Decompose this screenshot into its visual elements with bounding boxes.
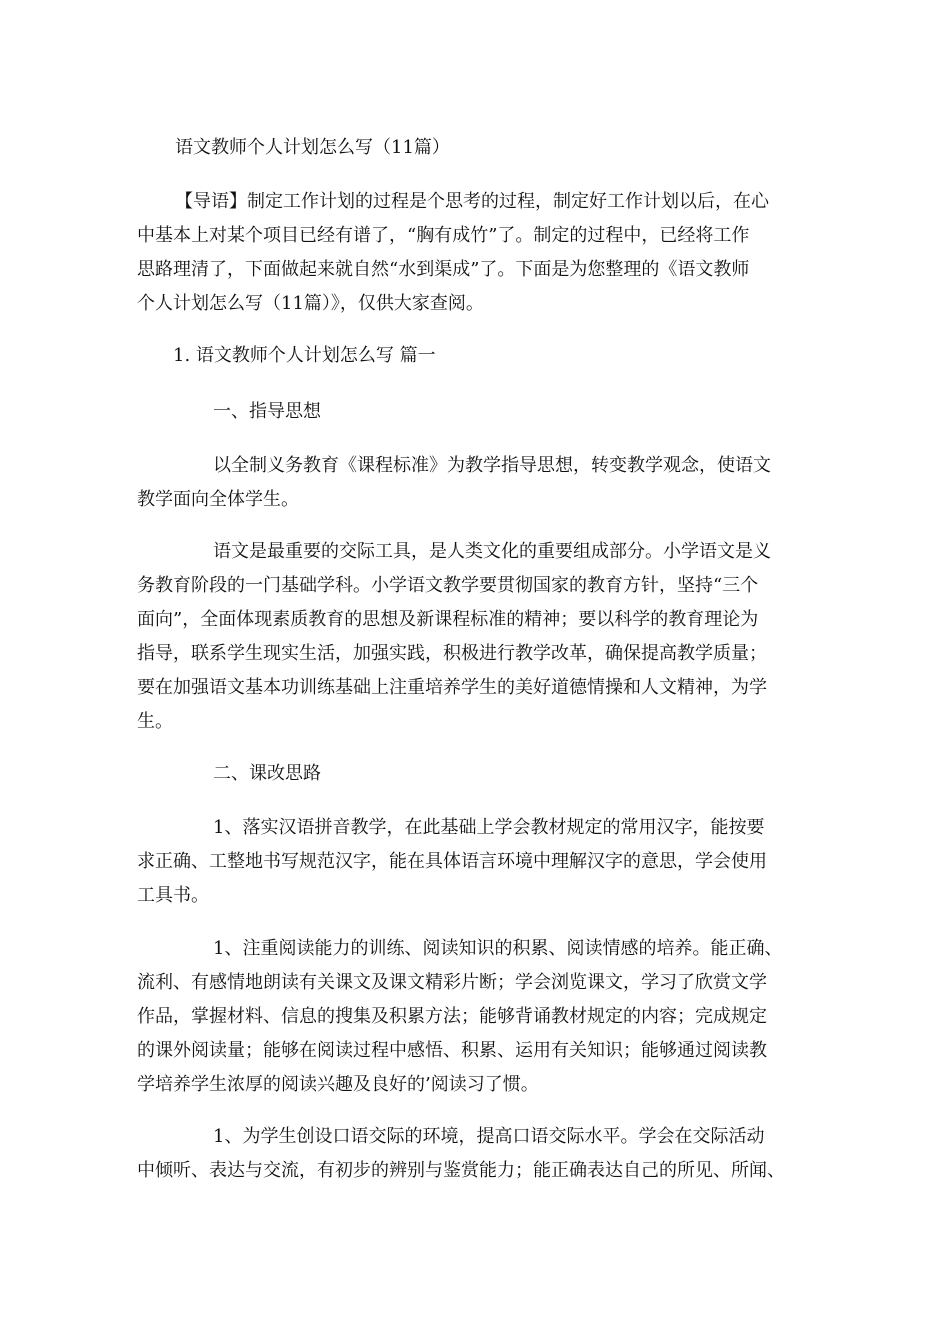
paragraph bbox=[137, 811, 827, 913]
text-line: 面向”，全面体现素质教育的思想及新课程标准的精神；要以科学的教育理论为 bbox=[137, 609, 759, 630]
section-heading-text: 二、课改思路 bbox=[213, 763, 321, 784]
paragraph bbox=[137, 932, 827, 1102]
text-line: 【导语】制定工作计划的过程是个思考的过程，制定好工作计划以后，在心 bbox=[175, 191, 769, 212]
text-line: 学培养学生浓厚的阅读兴趣及良好的’阅读习了惯。 bbox=[137, 1074, 539, 1095]
text-line: 中倾听、表达与交流，有初步的辨别与鉴赏能力；能正确表达自己的所见、所闻、 bbox=[137, 1160, 785, 1181]
text-line: 1、落实汉语拼音教学，在此基础上学会教材规定的常用汉字，能按要 bbox=[213, 817, 765, 838]
text-line: 作品，掌握材料、信息的搜集及积累方法；能够背诵教材规定的内容；完成规定 bbox=[137, 1006, 767, 1027]
text-line: 流利、有感情地朗读有关课文及课文精彩片断；学会浏览课文，学习了欣赏文学 bbox=[137, 972, 767, 993]
text-line: 要在加强语文基本功训练基础上注重培养学生的美好道德情操和人文精神，为学 bbox=[137, 677, 767, 698]
paragraph bbox=[137, 535, 827, 739]
paragraph bbox=[137, 449, 827, 517]
text-line: 求正确、工整地书写规范汉字，能在具体语言环境中理解汉字的意思，学会使用 bbox=[137, 851, 767, 872]
document-title bbox=[175, 131, 865, 165]
section-heading bbox=[213, 757, 903, 791]
text-line: 语文是最重要的交际工具，是人类文化的重要组成部分。小学语文是义 bbox=[213, 541, 771, 562]
chapter-heading bbox=[173, 339, 863, 373]
intro-paragraph bbox=[137, 185, 827, 321]
text-line: 个人计划怎么写（11篇）》，仅供大家查阅。 bbox=[137, 293, 484, 314]
text-line: 以全制义务教育《课程标准》为教学指导思想，转变教学观念，使语文 bbox=[213, 455, 771, 476]
title-text: 语文教师个人计划怎么写（11篇） bbox=[175, 137, 450, 158]
text-line: 1、注重阅读能力的训练、阅读知识的积累、阅读情感的培养。能正确、 bbox=[213, 938, 783, 959]
text-line: 指导，联系学生现实生活，加强实践，积极进行教学改革，确保提高教学质量； bbox=[137, 643, 767, 664]
text-line: 工具书。 bbox=[137, 885, 209, 906]
chapter-heading-text: 1. 语文教师个人计划怎么写 篇一 bbox=[173, 345, 436, 366]
text-line: 1、为学生创设口语交际的环境，提高口语交际水平。学会在交际活动 bbox=[213, 1126, 765, 1147]
paragraph bbox=[137, 1120, 827, 1188]
section-heading bbox=[213, 395, 903, 429]
text-line: 思路理清了，下面做起来就自然“水到渠成”了。下面是为您整理的《语文教师 bbox=[137, 259, 750, 280]
text-line: 务教育阶段的一门基础学科。小学语文教学要贯彻国家的教育方针，坚持“三个 bbox=[137, 575, 759, 596]
text-line: 的课外阅读量；能够在阅读过程中感悟、积累、运用有关知识；能够通过阅读教 bbox=[137, 1040, 767, 1061]
section-heading-text: 一、指导思想 bbox=[213, 401, 321, 422]
text-line: 生。 bbox=[137, 711, 173, 732]
text-line: 教学面向全体学生。 bbox=[137, 489, 299, 510]
text-line: 中基本上对某个项目已经有谱了，“胸有成竹”了。制定的过程中，已经将工作 bbox=[137, 225, 750, 246]
